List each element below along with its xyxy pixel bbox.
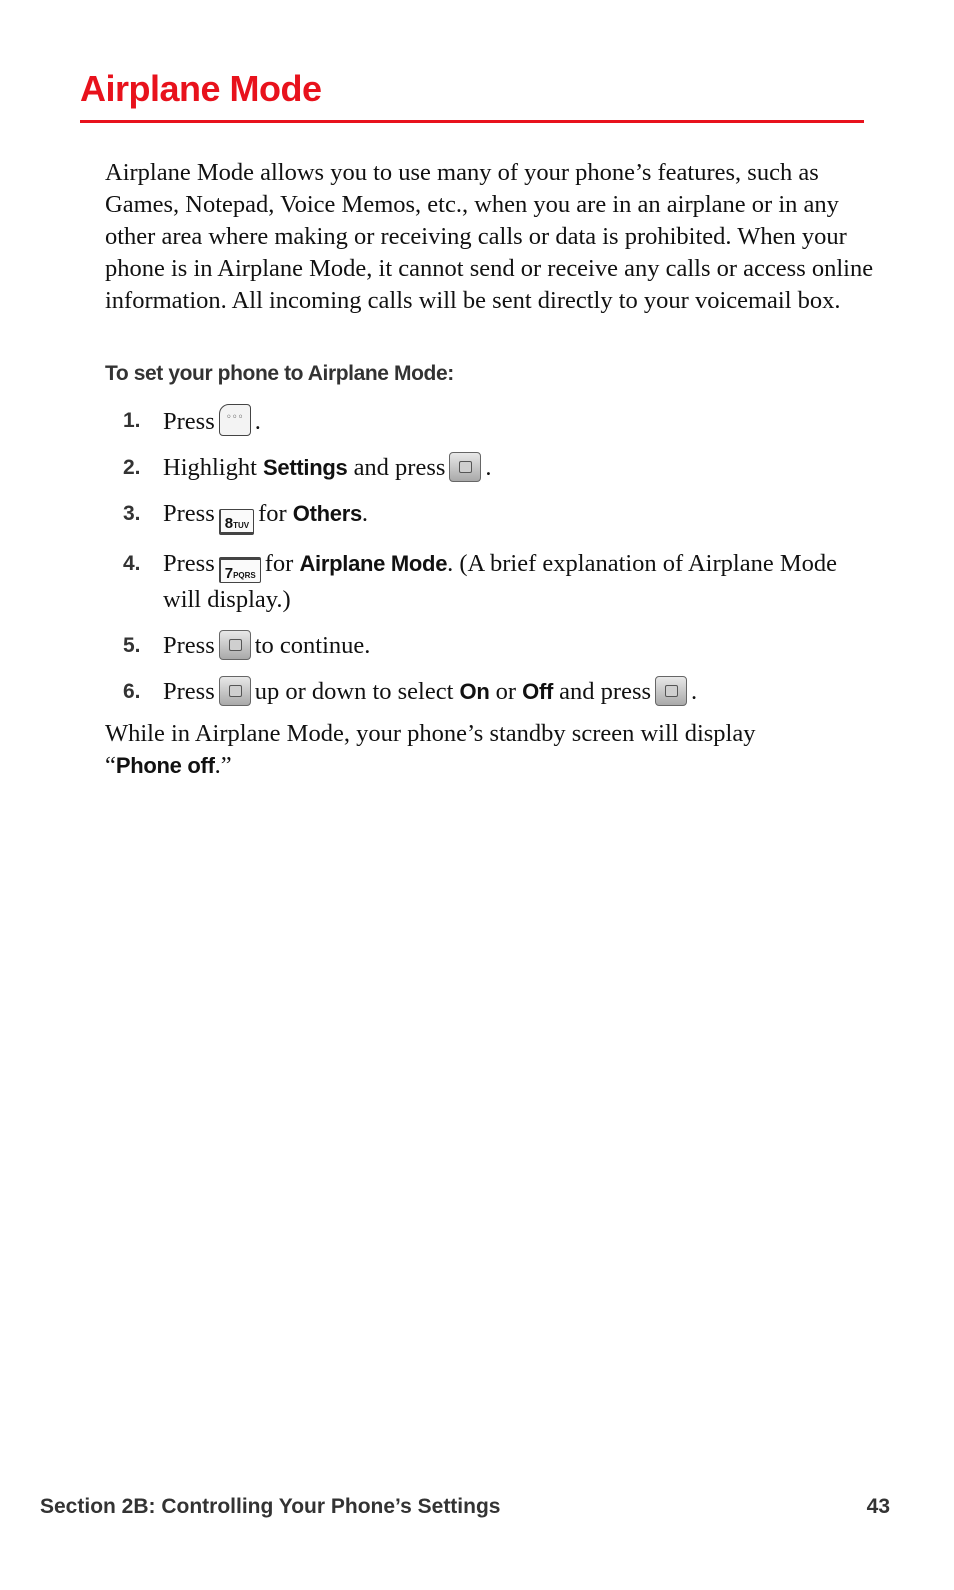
- ok-key-icon: [449, 452, 481, 482]
- step-text: [163, 678, 697, 705]
- ok-key-icon: [219, 676, 251, 706]
- step-1: [105, 404, 875, 439]
- step-number: 5.: [123, 634, 141, 657]
- intro-paragraph: Airplane Mode allows you to use many of your phone’s features, such as Games, Notepad, Voice Memos, etc., when you are in an airplane or in any other area where making or receiving calls or data is prohibited. When your phone is in Airplane Mode, it cannot send or receive any calls or access online information. All incoming calls will be sent directly to your voicemail box.: [105, 159, 874, 314]
- step-number: 6.: [123, 680, 141, 703]
- step-text-part: and press: [559, 678, 652, 705]
- step-text: [163, 454, 492, 481]
- step-number: 3.: [123, 502, 141, 525]
- step-number: 1.: [123, 409, 141, 432]
- page-number: 43: [866, 1495, 890, 1518]
- ok-key-icon: [219, 630, 251, 660]
- page-title: Airplane Mode: [80, 62, 864, 123]
- step-text-part: .: [254, 408, 261, 435]
- key-letters: TUV: [233, 521, 250, 530]
- step-text-part: Press: [163, 500, 215, 527]
- step-text-part: for: [264, 550, 294, 577]
- key-letters: PQRS: [233, 571, 256, 580]
- step-text: [163, 632, 370, 659]
- step-text-part: Press: [163, 678, 215, 705]
- step-3: [105, 497, 875, 535]
- step-text-part: Highlight: [163, 454, 257, 481]
- ok-key-icon: [655, 676, 687, 706]
- menu-key-icon: [219, 404, 251, 436]
- step-number: 2.: [123, 456, 141, 479]
- step-text-part: Press: [163, 550, 215, 577]
- step-text-part: or: [495, 678, 517, 705]
- step-text: [163, 408, 261, 435]
- instructions-heading: To set your phone to Airplane Mode:: [105, 362, 454, 385]
- outro-text: .”: [214, 752, 232, 779]
- step-text-part: Press: [163, 632, 215, 659]
- steps-list: [105, 404, 875, 709]
- step-2: [105, 451, 875, 485]
- key-digit: 7: [224, 565, 234, 582]
- step-text-part: . (A brief explanation of Airplane Mode will display.): [163, 550, 837, 613]
- standby-text-phone-off: Phone off: [115, 753, 215, 778]
- menu-item-settings: Settings: [263, 455, 348, 480]
- menu-item-on: On: [459, 679, 490, 704]
- key-8-icon: [219, 509, 254, 535]
- outro-text: While in Airplane Mode, your phone’s standby screen will display “: [105, 720, 756, 779]
- step-text: [163, 550, 837, 613]
- step-text-part: and press: [353, 454, 446, 481]
- outro-paragraph: [105, 718, 785, 782]
- menu-item-airplane-mode: Airplane Mode: [299, 551, 448, 576]
- step-text-part: .: [485, 454, 492, 481]
- step-text-part: for: [258, 500, 287, 527]
- step-text-part: Press: [163, 408, 215, 435]
- menu-item-off: Off: [522, 679, 554, 704]
- step-5: [105, 629, 875, 663]
- key-digit: 8: [224, 515, 234, 532]
- step-4: [105, 547, 875, 617]
- step-number: 4.: [123, 552, 141, 575]
- step-text-part: .: [361, 500, 369, 527]
- menu-item-others: Others: [292, 501, 362, 526]
- step-text-part: to continue.: [254, 632, 371, 659]
- key-7-icon: [219, 557, 261, 583]
- step-text-part: .: [691, 678, 698, 705]
- step-text: [163, 500, 369, 532]
- step-6: [105, 675, 875, 709]
- footer-section-title: Section 2B: Controlling Your Phone’s Settings: [40, 1495, 501, 1518]
- step-text-part: up or down to select: [254, 678, 454, 705]
